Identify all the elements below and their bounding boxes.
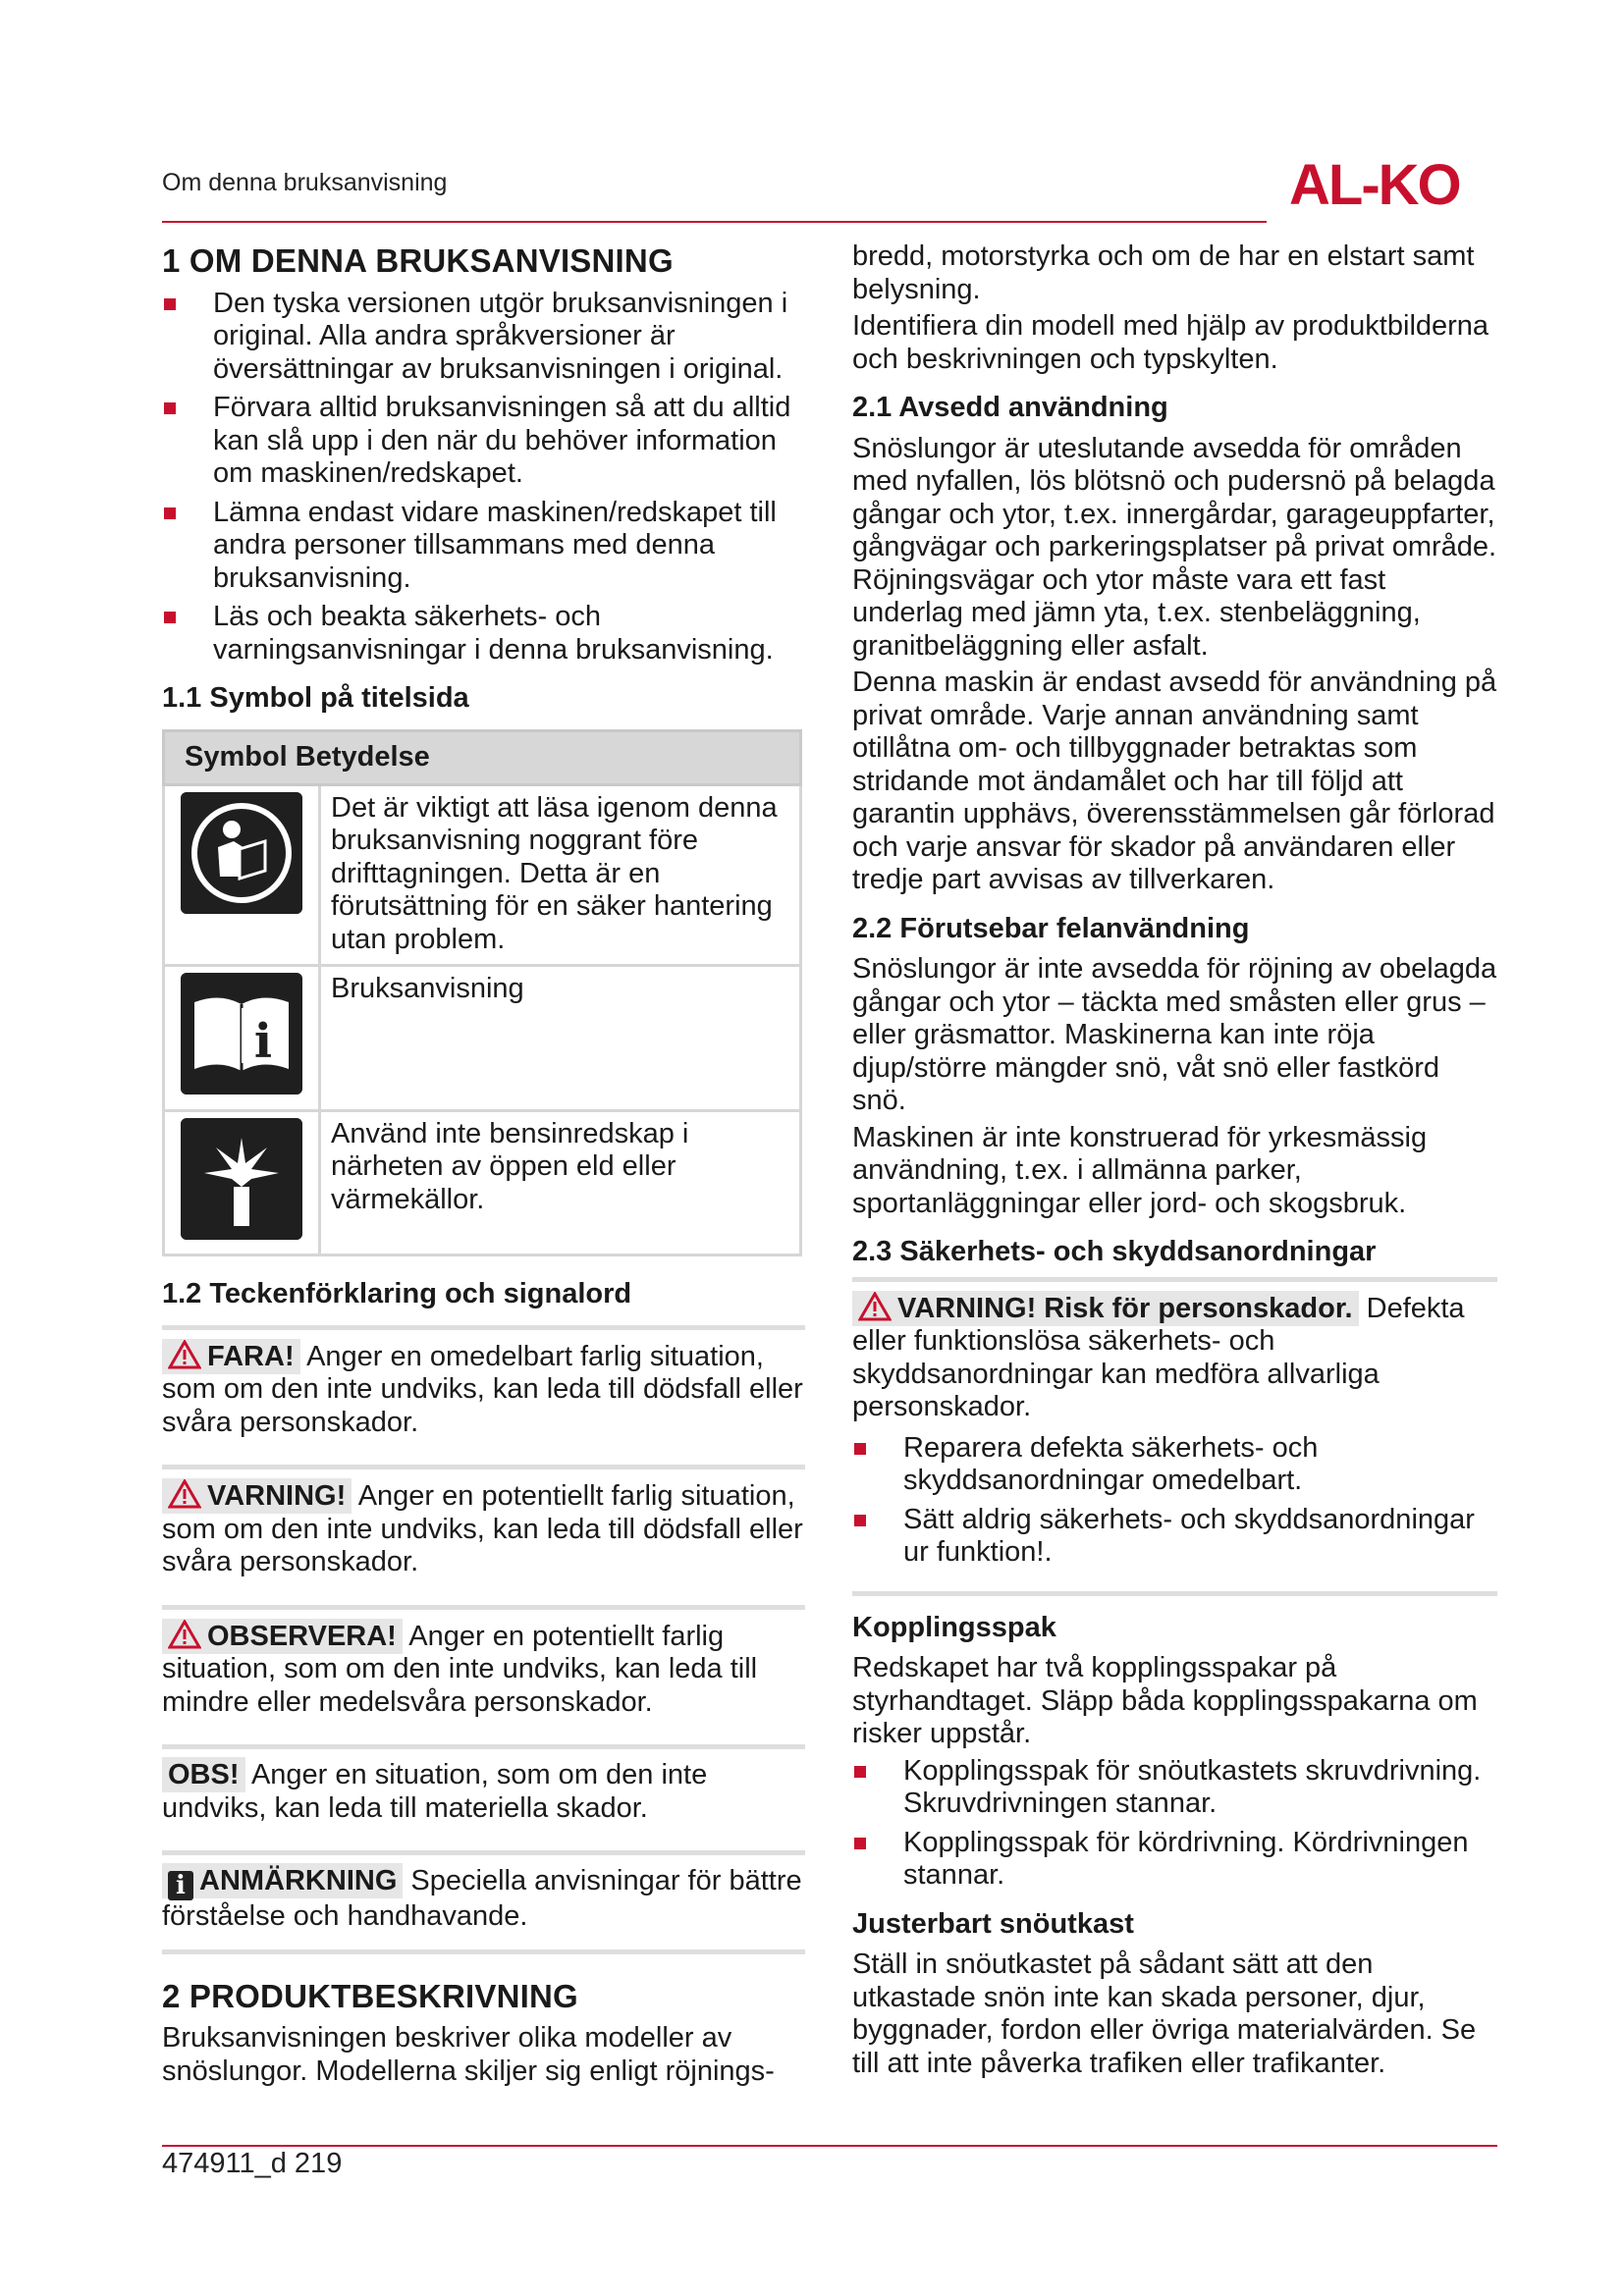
table-row [164, 966, 801, 1111]
alko-logo [1289, 155, 1497, 212]
list-item: Sätt aldrig säkerhets- och skyddsanordningar ur funktion!. [852, 1504, 1497, 1570]
symbol-table [162, 729, 802, 1257]
warning-triangle-icon [168, 1620, 201, 1649]
paragraph: bredd, motorstyrka och om de har en elstart samt belysning. [852, 240, 1475, 305]
symbol-meaning: Det är viktigt att läsa igenom denna bruksanvisning noggrant före drifttagningen. Detta är en förutsättning för en säker hantering utan problem. [320, 784, 801, 966]
safety-bullet-list [852, 1432, 1497, 1570]
list-item: Förvara alltid bruksanvisningen så att du alltid kan slå upp i den när du behöver information om maskinen/redskapet. [162, 392, 805, 491]
section-2-1-heading: 2.1 Avsedd användning [852, 392, 1168, 423]
paragraph: Ställ in snöutkastet på sådant sätt att den utkastade snön inte kan skada personer, djur, byggnader, fordon eller övriga materialvärden. Se till att inte påverka trafiken eller trafikanter. [852, 1949, 1477, 2079]
paragraph: Denna maskin är endast avsedd för användning på privat område. Varje annan användning samt otillåtna om- och tillbyggnader betraktas som stridande mot ändamålet och har till följd att garantin upphävs, överensstämmelsen går förlorad och varje ansvar för skador på användaren eller tredje part avvisas av tillverkaren. [852, 667, 1497, 895]
signal-anmarkning [162, 1850, 805, 1946]
reading-manual-icon [181, 792, 302, 914]
list-item: Kopplingsspak för kördrivning. Kördrivningen stannar. [852, 1827, 1497, 1893]
signal-text: Anger en potentiellt farlig situation, som om den inte undviks, kan leda till dödsfall eller svåra personskador. [162, 1480, 803, 1577]
divider [162, 1949, 805, 1954]
info-icon: i [168, 1871, 193, 1900]
section-1-2-heading: 1.2 Teckenförklaring och signalord [162, 1278, 632, 1309]
list-item: Den tyska versionen utgör bruksanvisningen i original. Alla andra språkversioner är översättningar av bruksanvisningen i original. [162, 288, 805, 387]
divider [852, 1591, 1497, 1596]
no-fire-fuel-icon [181, 1118, 302, 1240]
signal-fara [162, 1325, 805, 1452]
warning-triangle-icon [168, 1479, 201, 1509]
header-rule [162, 221, 1267, 223]
signal-word: ANMÄRKNING [199, 1865, 398, 1896]
signal-word: OBSERVERA! [207, 1620, 397, 1652]
intro-bullet-list [162, 288, 805, 667]
paragraph: Maskinen är inte konstruerad för yrkesmässig användning, t.ex. i allmänna parker, sportanläggningar eller jord- och skogsbruk. [852, 1121, 1428, 1219]
paragraph: Snöslungor är uteslutande avsedda för områden med nyfallen, lös blötsnö och pudersnö på belagda gångar och ytor, t.ex. innergårdar, garageuppfarter, gångvägar och parkeringsplatser på privat område. Röjningsvägar och ytor måste vara ett fast underlag med jämn yta, t.ex. stenbeläggning, granitbeläggning eller asfalt. [852, 432, 1497, 662]
signal-text: Defekta eller funktionslösa säkerhets- och skyddsanordningar kan medföra allvarliga personskador. [852, 1292, 1465, 1422]
warning-triangle-icon [168, 1340, 201, 1369]
signal-obs [162, 1744, 805, 1837]
header-title: Om denna bruksanvisning [162, 169, 448, 196]
snoutkast-heading: Justerbart snöutkast [852, 1907, 1134, 1940]
signal-emphasis: Risk för personskador. [1036, 1292, 1353, 1324]
left-column [162, 240, 805, 2092]
section-1-heading: 1 OM DENNA BRUKSANVISNING [162, 242, 674, 279]
paragraph: Identifiera din modell med hjälp av produktbilderna och beskrivningen och typskylten. [852, 310, 1489, 375]
signal-word: OBS! [162, 1757, 245, 1792]
section-1-1-heading: 1.1 Symbol på titelsida [162, 682, 469, 714]
list-item: Lämna endast vidare maskinen/redskapet till andra personer tillsammans med denna bruksanvisning. [162, 497, 805, 596]
footer-rule [162, 2145, 1497, 2147]
koppling-bullet-list [852, 1755, 1497, 1893]
signal-word: VARNING! [207, 1480, 347, 1512]
signal-text: Anger en potentiellt farlig situation, som om den inte undviks, kan leda till mindre eller medelsvåra personskador. [162, 1620, 758, 1718]
right-column [852, 240, 1497, 2084]
signal-varning [162, 1465, 805, 1591]
paragraph: Bruksanvisningen beskriver olika modeller av snöslungor. Modellerna skiljer sig enligt röjnings- [162, 2022, 775, 2087]
signal-text: Speciella anvisningar för bättre förståelse och handhavande. [162, 1865, 802, 1932]
paragraph: Snöslungor är inte avsedda för röjning av obelagda gångar och ytor – täckta med småsten eller grus – eller gräsmattor. Maskinerna kan inte röja djup/större mängder snö, våt snö eller fastkörd snö. [852, 953, 1497, 1116]
kopplingsspak-heading: Kopplingsspak [852, 1611, 1056, 1643]
signal-observera [162, 1605, 805, 1732]
list-item: Läs och beakta säkerhets- och varningsanvisningar i denna bruksanvisning. [162, 601, 805, 667]
manual-info-icon [181, 973, 302, 1095]
section-2-heading: 2 PRODUKTBESKRIVNING [162, 1977, 578, 2014]
warning-triangle-icon [858, 1292, 892, 1321]
signal-text: Anger en situation, som om den inte undviks, kan leda till materiella skador. [162, 1759, 708, 1824]
paragraph: Redskapet har två kopplingsspakar på styrhandtaget. Släpp båda kopplingsspakarna om risker uppstår. [852, 1652, 1478, 1749]
signal-word: VARNING! [897, 1292, 1037, 1324]
footer-page-number: 474911_d 219 [162, 2148, 343, 2179]
section-2-3-heading: 2.3 Säkerhets- och skyddsanordningar [852, 1236, 1377, 1267]
signal-varning-safety [852, 1277, 1497, 1587]
symbol-meaning: Bruksanvisning [320, 966, 801, 1111]
table-row [164, 784, 801, 966]
table-row [164, 1110, 801, 1255]
symbol-meaning: Använd inte bensinredskap i närheten av öppen eld eller värmekällor. [320, 1110, 801, 1255]
list-item: Reparera defekta säkerhets- och skyddsanordningar omedelbart. [852, 1432, 1497, 1498]
svg-text:AL-KO: AL-KO [1289, 155, 1460, 212]
symbol-table-header: Symbol Betydelse [164, 730, 801, 784]
signal-text: Anger en omedelbart farlig situation, som om den inte undviks, kan leda till dödsfall eller svåra personskador. [162, 1340, 803, 1438]
svg-text:i: i [253, 1014, 273, 1069]
list-item: Kopplingsspak för snöutkastets skruvdrivning. Skruvdrivningen stannar. [852, 1755, 1497, 1821]
signal-word: FARA! [207, 1340, 295, 1372]
section-2-2-heading: 2.2 Förutsebar felanvändning [852, 912, 1250, 944]
